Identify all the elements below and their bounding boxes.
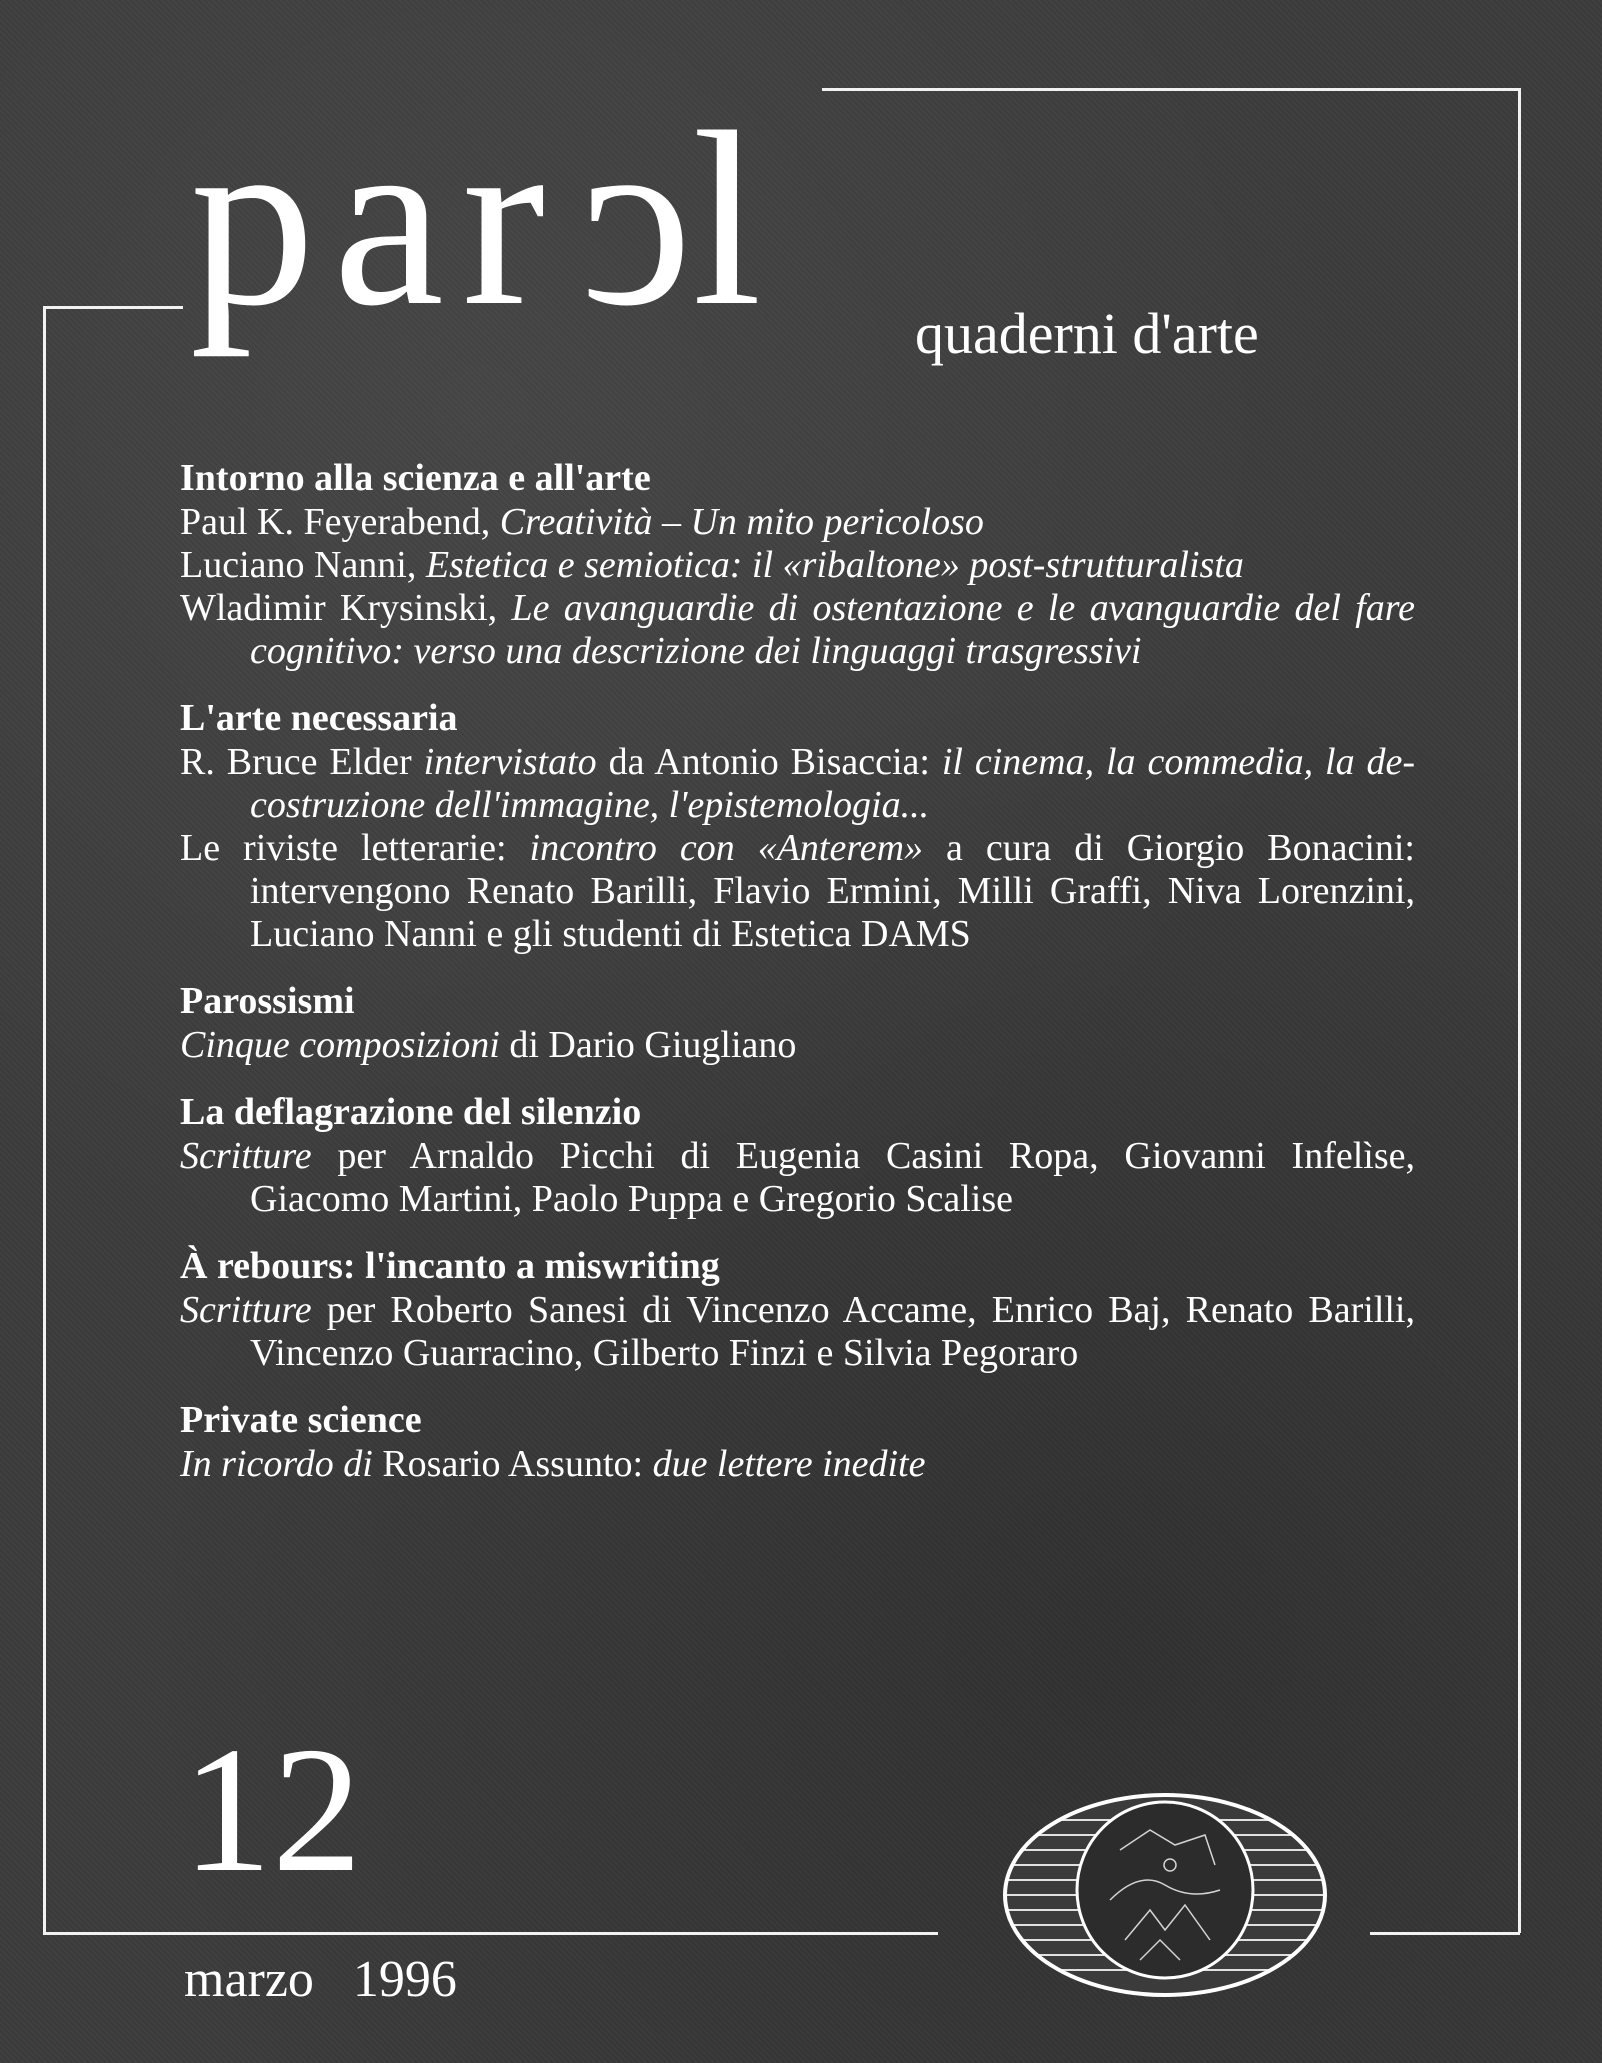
issue-number: 12	[182, 1710, 362, 1909]
masthead-title-main: par	[190, 81, 564, 358]
toc-entry	[180, 501, 1415, 544]
entry-text: Wladimir Krysinski,	[180, 587, 512, 629]
toc-entry	[180, 1024, 1415, 1067]
entry-text: di Dario Giugliano	[499, 1024, 797, 1066]
entry-text: per Arnaldo Picchi di Eugenia Casini Ropa, Giovanni Infelìse, Giacomo Martini, Paolo Puppa e Gregorio Scalise	[250, 1135, 1415, 1220]
entry-text: Rosario Assunto:	[372, 1443, 653, 1485]
entry-title-text: Scritture	[180, 1135, 312, 1177]
section-title: La deflagrazione del silenzio	[180, 1091, 642, 1133]
entry-title-text: Creatività – Un mito pericoloso	[499, 501, 984, 543]
section-title: Private science	[180, 1399, 422, 1441]
toc-section	[180, 1397, 1415, 1486]
frame-top-line	[822, 88, 1520, 91]
issue-date: marzo 1996	[184, 1951, 457, 2008]
table-of-contents	[180, 455, 1415, 1508]
entry-text: R. Bruce Elder	[180, 741, 424, 783]
section-title: Parossismi	[180, 980, 355, 1022]
frame-left-line	[43, 306, 46, 1934]
entry-text: per Roberto Sanesi di Vincenzo Accame, Enrico Baj, Renato Barilli, Vincenzo Guarracino, Gilberto Finzi e Silvia Pegoraro	[250, 1289, 1415, 1374]
masthead-subtitle: quaderni d'arte	[915, 301, 1259, 366]
entry-title-text: due lettere inedite	[652, 1443, 926, 1485]
frame-bottom-line-right	[1370, 1932, 1520, 1935]
entry-title-text: Scritture	[180, 1289, 312, 1331]
toc-entry	[180, 544, 1415, 587]
toc-entry	[180, 741, 1415, 827]
toc-entry	[180, 827, 1415, 956]
toc-section	[180, 1243, 1415, 1375]
masthead-title-end: l	[692, 81, 780, 358]
entry-title-text: In ricordo di	[180, 1443, 373, 1485]
toc-entry	[180, 1135, 1415, 1221]
toc-entry	[180, 1443, 1415, 1486]
entry-text: da Antonio Bisaccia:	[596, 741, 942, 783]
entry-title-text: Cinque composizioni	[180, 1024, 500, 1066]
frame-right-line	[1518, 88, 1521, 1933]
frame-left-stub	[43, 306, 183, 309]
section-title: L'arte necessaria	[180, 697, 458, 739]
section-title: Intorno alla scienza e all'arte	[180, 457, 651, 499]
entry-title-text: Estetica e semiotica: il «ribaltone» post-strutturalista	[425, 544, 1244, 586]
entry-title-text: incontro con «Anterem»	[529, 827, 924, 869]
entry-text: Paul K. Feyerabend,	[180, 501, 500, 543]
toc-section	[180, 1089, 1415, 1221]
entry-text: Luciano Nanni,	[180, 544, 426, 586]
toc-section	[180, 455, 1415, 673]
entry-text: Le riviste letterarie:	[180, 827, 530, 869]
entry-text: a cura di Giorgio Bonacini: intervengono Renato Barilli, Flavio Ermini, Milli Graffi, Niva Lorenzini, Luciano Nanni e gli studenti di Estetica DAMS	[250, 827, 1415, 955]
section-title: À rebours: l'incanto a miswriting	[180, 1245, 720, 1287]
frame-bottom-line-left	[43, 1932, 938, 1935]
toc-section	[180, 978, 1415, 1067]
masthead-title-reversed-letter: c	[563, 81, 693, 358]
publisher-emblem-icon	[1000, 1790, 1330, 2000]
toc-entry	[180, 587, 1415, 673]
entry-title-text: il cinema, la commedia, la de-costruzione dell'immagine, l'epistemologia...	[250, 741, 1415, 826]
entry-title-text: Le avanguardie di ostentazione e le avanguardie del fare cognitivo: verso una descrizione dei linguaggi trasgressivi	[250, 587, 1416, 672]
entry-title-text: intervistato	[423, 741, 597, 783]
masthead-title	[190, 81, 780, 358]
toc-section	[180, 695, 1415, 956]
toc-entry	[180, 1289, 1415, 1375]
